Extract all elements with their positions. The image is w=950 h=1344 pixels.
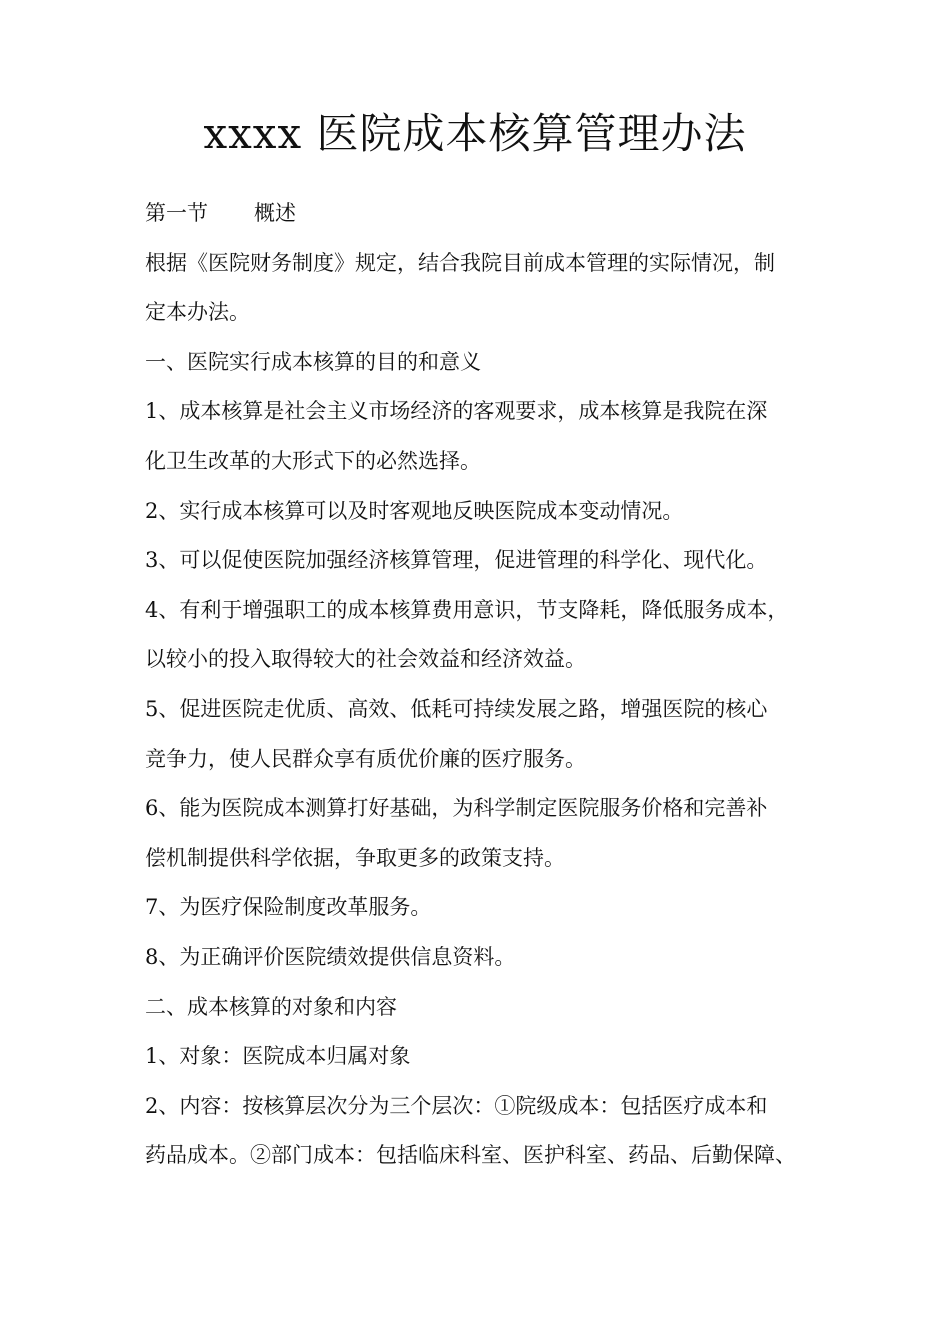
section-heading — [145, 189, 810, 239]
paragraph-line: 竞争力，使人民群众享有质优价廉的医疗服务。 — [145, 746, 586, 771]
paragraph-line: 偿机制提供科学依据，争取更多的政策支持。 — [145, 845, 565, 870]
document-title: xxxx 医院成本核算管理办法 — [203, 109, 747, 158]
paragraph-line: 5、促进医院走优质、高效、低耗可持续发展之路，增强医院的核心 — [145, 696, 768, 721]
paragraph-line: 3、可以促使医院加强经济核算管理，促进管理的科学化、现代化。 — [145, 548, 768, 573]
section-title: 概述 — [254, 201, 296, 225]
paragraph-line: 6、能为医院成本测算打好基础，为科学制定医院服务价格和完善补 — [145, 796, 768, 821]
paragraph-line: 定本办法。 — [145, 300, 250, 325]
document-body — [145, 189, 810, 1181]
paragraph-line: 2、内容：按核算层次分为三个层次：①院级成本：包括医疗成本和 — [145, 1093, 768, 1118]
paragraph-line: 药品成本。②部门成本：包括临床科室、医护科室、药品、后勤保障、 — [145, 1143, 796, 1168]
subheading-line: 二、成本核算的对象和内容 — [145, 994, 397, 1019]
paragraph-line: 根据《医院财务制度》规定，结合我院目前成本管理的实际情况，制 — [145, 250, 775, 275]
paragraph-line: 8、为正确评价医院绩效提供信息资料。 — [145, 944, 516, 969]
paragraph-line: 4、有利于增强职工的成本核算费用意识，节支降耗，降低服务成本， — [145, 597, 789, 622]
section-number: 第一节 — [145, 201, 208, 225]
paragraph-line: 7、为医疗保险制度改革服务。 — [145, 895, 432, 920]
paragraph-line: 1、对象：医院成本归属对象 — [145, 1044, 411, 1069]
subheading-line: 一、医院实行成本核算的目的和意义 — [145, 349, 481, 374]
paragraph-line: 以较小的投入取得较大的社会效益和经济效益。 — [145, 647, 586, 672]
paragraph-line: 1、成本核算是社会主义市场经济的客观要求，成本核算是我院在深 — [145, 399, 768, 424]
paragraph-line: 化卫生改革的大形式下的必然选择。 — [145, 448, 481, 473]
paragraph-line: 2、实行成本核算可以及时客观地反映医院成本变动情况。 — [145, 498, 684, 523]
